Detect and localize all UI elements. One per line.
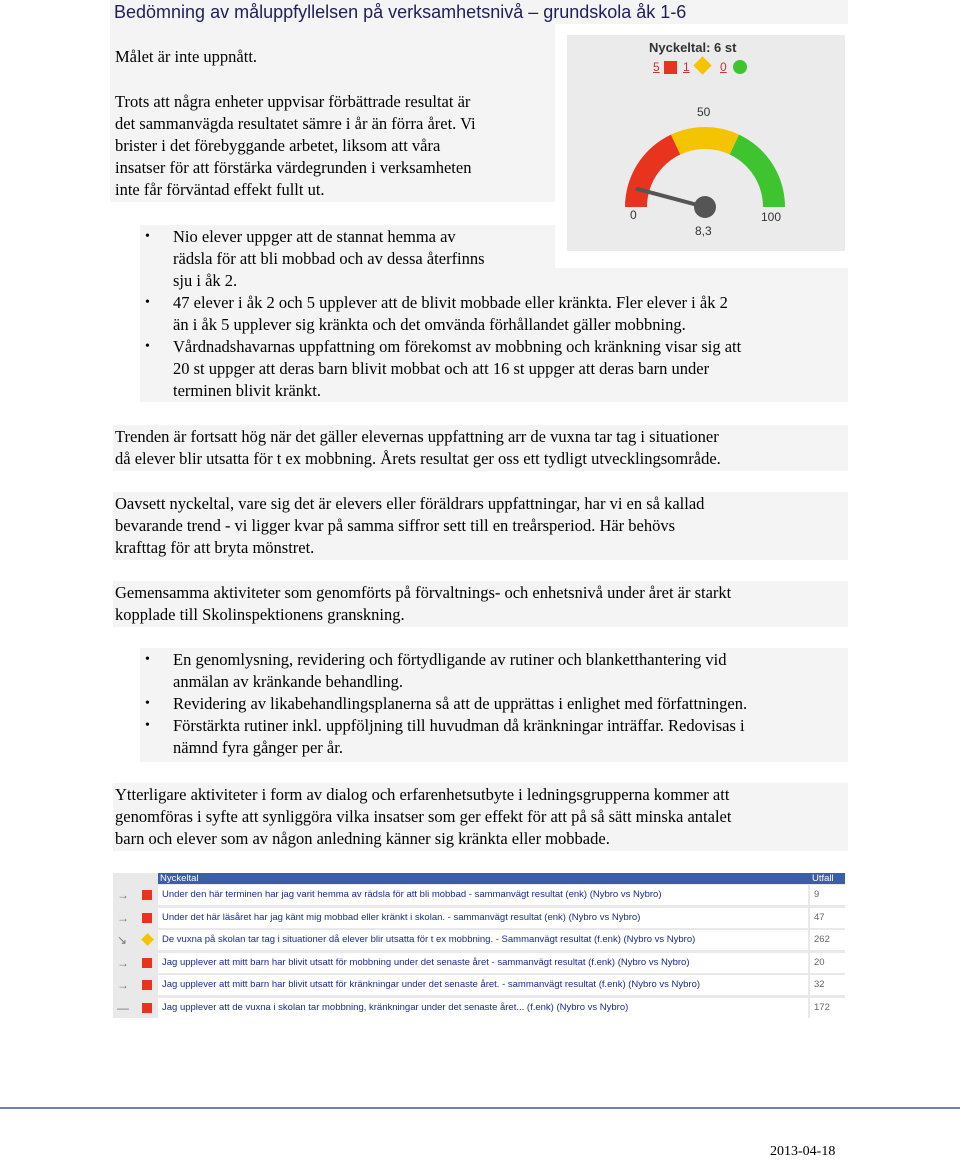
- footer-date: 2013-04-18: [770, 1144, 836, 1159]
- kpi-label[interactable]: Under det här läsåret har jag känt mig mobbad eller kränkt i skolan. - sammanvägt resultat (enk) (Nybro vs Nybro): [158, 908, 808, 928]
- activities-list: [115, 649, 848, 759]
- kpi-value: 47: [810, 908, 845, 928]
- yellow-count[interactable]: 1: [683, 60, 690, 74]
- kpi-table: [113, 873, 845, 1018]
- header-label: Nyckeltal: [160, 873, 199, 884]
- gauge-hub: [694, 196, 716, 218]
- status-indicator-icon: [142, 1003, 152, 1013]
- list-line: sju i åk 2.: [173, 271, 238, 290]
- intro-line: insatser för att förstärka värdegrunden i verksamheten: [115, 158, 472, 177]
- intro-line: det sammanvägda resultatet sämre i år än förra året. Vi: [115, 114, 476, 133]
- section-heading: Bedömning av måluppfyllelsen på verksamhetsnivå – grundskola åk 1-6: [110, 0, 848, 24]
- gauge-min-label: 0: [630, 208, 637, 222]
- list-line: terminen blivit kränkt.: [173, 381, 322, 400]
- kpi-label[interactable]: Jag upplever att mitt barn har blivit utsatt för kränkningar under det senaste året. - sammanvägt resultat (f.enk) (Nybro vs Nybro): [158, 975, 808, 995]
- list-line: • Vårdnadshavarnas uppfattning om förekomst av mobbning och kränkning visar sig att: [173, 337, 742, 356]
- list-line: 20 st uppger att deras barn blivit mobbat och att 16 st uppger att deras barn under: [173, 359, 710, 378]
- kpi-value: 172: [810, 998, 845, 1018]
- trend-line: då elever blir utsatta för t ex mobbning. Årets resultat ger oss ett tydligt utvecklingsområde.: [115, 449, 721, 468]
- status-indicator-icon: [141, 933, 154, 946]
- kpi-label[interactable]: Under den här terminen har jag varit hemma av rädsla för att bli mobbad - sammanvägt resultat (enk) (Nybro vs Nybro): [158, 885, 808, 905]
- further-line: genomföras i syfte att synliggöra vilka insatser som ger effekt för att på så sätt minska antalet: [115, 807, 732, 826]
- kpi-line: bevarande trend - vi ligger kvar på samma siffror sett till en treårsperiod. Här behövs: [115, 516, 676, 535]
- list-line: anmälan av kränkande behandling.: [173, 672, 403, 691]
- list-line: • En genomlysning, revidering och förtydligande av rutiner och blanketthantering vid: [173, 650, 727, 669]
- intro-line: brister i det förebyggande arbetet, liksom att våra: [115, 136, 441, 155]
- intro-paragraph: [115, 91, 555, 201]
- trend-line: Trenden är fortsatt hög när det gäller elevernas uppfattning arr de vuxna tar tag i situationer: [115, 427, 719, 446]
- kpi-table-header: [158, 873, 845, 884]
- kpi-label[interactable]: De vuxna på skolan tar tag i situationer då elever blir utsatta för t ex mobbning. - Sammanvägt resultat (f.enk) (Nybro vs Nybro): [158, 930, 808, 950]
- trend-arrow-icon: →: [117, 888, 129, 902]
- intro-line: Trots att några enheter uppvisar förbättrade resultat är: [115, 92, 471, 111]
- table-row[interactable]: [113, 975, 845, 997]
- list-line: nämnd fyra gånger per år.: [173, 738, 343, 757]
- gauge-yellow-band: [671, 127, 739, 155]
- list-item: [115, 715, 848, 759]
- status-indicator-icon: [142, 890, 152, 900]
- list-line: • Revidering av likabehandlingsplanerna så att de upprättas i enlighet med författningen.: [173, 694, 748, 713]
- list-line: • 47 elever i åk 2 och 5 upplever att de blivit mobbade eller kränkta. Fler elever i åk 2: [173, 293, 728, 312]
- header-value: Utfall: [812, 873, 834, 884]
- gauge-green-band: [730, 135, 785, 207]
- kpi-label[interactable]: Jag upplever att de vuxna i skolan tar mobbning, kränkningar under det senaste året... (f.enk) (Nybro vs Nybro): [158, 998, 808, 1018]
- status-indicator-icon: [142, 913, 152, 923]
- red-count[interactable]: 5: [653, 60, 660, 74]
- gauge-mid-label: 50: [697, 105, 711, 119]
- trend-arrow-icon: →: [117, 910, 129, 925]
- activities-paragraph: [113, 581, 848, 627]
- kpi-line: krafttag för att bryta mönstret.: [115, 538, 315, 557]
- list-item: [115, 336, 848, 402]
- list-item: [115, 693, 848, 715]
- intro-line: inte får förväntad effekt fullt ut.: [115, 180, 325, 199]
- list-line: än i åk 5 upplever sig kränkta och det omvända förhållandet gäller mobbning.: [173, 315, 686, 334]
- list-item: [115, 292, 848, 336]
- table-row[interactable]: [113, 998, 845, 1020]
- kpi-paragraph: [113, 492, 848, 560]
- gauge-title: Nyckeltal: 6 st: [649, 40, 737, 55]
- table-row[interactable]: [113, 885, 845, 907]
- kpi-value: 9: [810, 885, 845, 905]
- gauge-value-label: 8,3: [695, 224, 712, 238]
- kpi-value: 32: [810, 975, 845, 995]
- kpi-value: 20: [810, 953, 845, 973]
- activities-line: kopplade till Skolinspektionens granskning.: [115, 605, 405, 624]
- trend-arrow-icon: ↘: [117, 933, 128, 947]
- table-row[interactable]: [113, 953, 845, 975]
- activities-line: Gemensamma aktiviteter som genomförts på förvaltnings- och enhetsnivå under året är starkt: [115, 583, 732, 602]
- trend-arrow-icon: →: [117, 955, 129, 970]
- kpi-line: Oavsett nyckeltal, vare sig det är elevers eller föräldrars uppfattningar, har vi en så kallad: [115, 494, 705, 513]
- goal-status-text: Målet är inte uppnått.: [115, 47, 258, 66]
- status-indicator-icon: [142, 958, 152, 968]
- further-line: Ytterligare aktiviteter i form av dialog och erfarenhetsutbyte i ledningsgrupperna kommer att: [115, 785, 730, 804]
- kpi-label[interactable]: Jag upplever att mitt barn har blivit utsatt för mobbning under det senaste året - sammanvägt resultat (f.enk) (Nybro vs Nybro): [158, 953, 808, 973]
- list-line: • Nio elever uppger att de stannat hemma av: [173, 227, 456, 246]
- trend-arrow-icon: —: [117, 1000, 129, 1015]
- table-row[interactable]: [113, 908, 845, 930]
- green-count[interactable]: 0: [720, 60, 727, 74]
- further-paragraph: [113, 783, 848, 851]
- gauge-dial: [567, 35, 845, 251]
- list-line: rädsla för att bli mobbad och av dessa återfinns: [173, 249, 485, 268]
- footer-divider: [0, 1107, 960, 1109]
- gauge-max-label: 100: [761, 210, 782, 224]
- status-indicator-icon: [142, 980, 152, 990]
- list-item: [115, 649, 848, 693]
- trend-paragraph: [113, 425, 848, 471]
- findings-list: [115, 226, 848, 402]
- further-line: barn och elever som av någon anledning känner sig kränkta eller mobbade.: [115, 829, 610, 848]
- table-row[interactable]: [113, 930, 845, 952]
- kpi-value: 262: [810, 930, 845, 950]
- kpi-gauge-widget: [567, 35, 845, 251]
- trend-arrow-icon: →: [117, 978, 129, 992]
- list-line: • Förstärkta rutiner inkl. uppföljning till huvudman då kränkningar inträffar. Redovisas i: [173, 716, 745, 735]
- list-item: [115, 226, 848, 292]
